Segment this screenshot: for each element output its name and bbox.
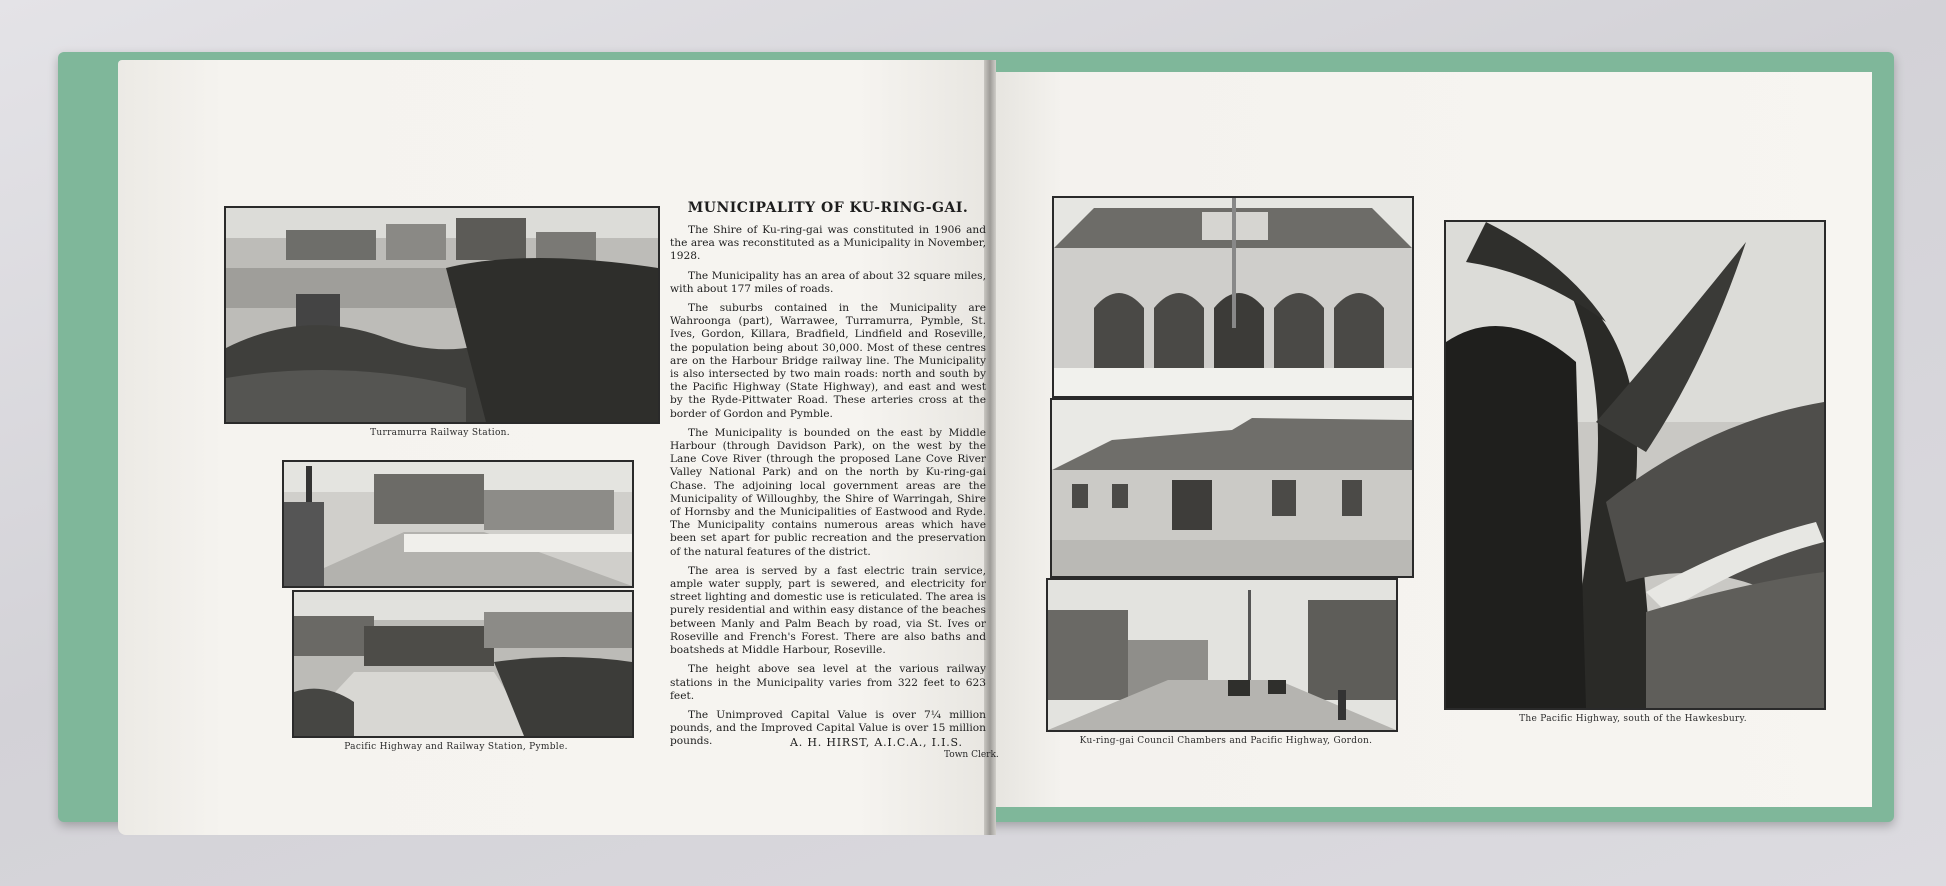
municipality-article [670, 200, 986, 755]
signature-title: Town Clerk. [944, 750, 999, 760]
article-paragraph: The Municipality is bounded on the east by Middle Harbour (through Davidson Park), on the west by the Lane Cove River (through the proposed Lane Cove River Valley National Park) and on the north by Ku-ring-gai Chase. The adjoining local government areas are the Municipality of Willoughby, the Shire of Warringah, Shire of Hornsby and the Municipalities of Eastwood and Ryde. The Municipality contains numerous areas which have been set apart for public recreation and the preservation of the natural features of the district. [670, 426, 986, 558]
turramurra-caption: Turramurra Railway Station. [370, 428, 510, 438]
signature: A. H. HIRST, A.I.C.A., I.I.S. [790, 736, 963, 749]
pymble-highway-photo [282, 460, 634, 588]
pymble-caption: Pacific Highway and Railway Station, Pymble. [344, 742, 568, 752]
article-paragraph: The Shire of Ku-ring-gai was constituted in 1906 and the area was reconstituted as a Municipality in November, 1928. [670, 224, 986, 263]
council-chambers-photo [1052, 196, 1414, 398]
pymble-station-photo [292, 590, 634, 738]
gordon-highway-photo [1046, 578, 1398, 732]
article-title: MUNICIPALITY OF KU-RING-GAI. [687, 200, 969, 216]
hawkesbury-caption: The Pacific Highway, south of the Hawkesbury. [1519, 714, 1747, 724]
article-paragraph: The area is served by a fast electric train service, ample water supply, part is sewered, and electricity for street lighting and domestic use is reticulated. The area is purely residential and within easy distance of the beaches between Manly and Palm Beach by road, via St. Ives or Roseville and French's Forest. There are also baths and boatsheds at Middle Harbour, Roseville. [670, 564, 986, 657]
council-building-photo [1050, 398, 1414, 578]
gordon-caption: Ku-ring-gai Council Chambers and Pacific Highway, Gordon. [1079, 736, 1373, 746]
article-paragraph: The suburbs contained in the Municipality are Wahroonga (part), Warrawee, Turramurra, Pymble, St. Ives, Gordon, Killara, Bradfield, Lindfield and Roseville, the population being about 30,000. Most of these centres are on the Harbour Bridge railway line. The Municipality is also intersected by two main roads: north and south by the Pacific Highway (State Highway), and east and west by the Ryde-Pittwater Road. These arteries cross at the border of Gordon and Pymble. [670, 302, 986, 420]
article-paragraph: The Municipality has an area of about 32 square miles, with about 177 miles of roads. [670, 269, 986, 295]
turramurra-station-photo [224, 206, 660, 424]
article-paragraph: The Unimproved Capital Value is over 7¼ million pounds, and the Improved Capital Value is over 15 million pounds. [670, 708, 986, 748]
hawkesbury-highway-photo [1444, 220, 1826, 710]
article-paragraph: The height above sea level at the various railway stations in the Municipality varies from 322 feet to 623 feet. [670, 663, 986, 702]
